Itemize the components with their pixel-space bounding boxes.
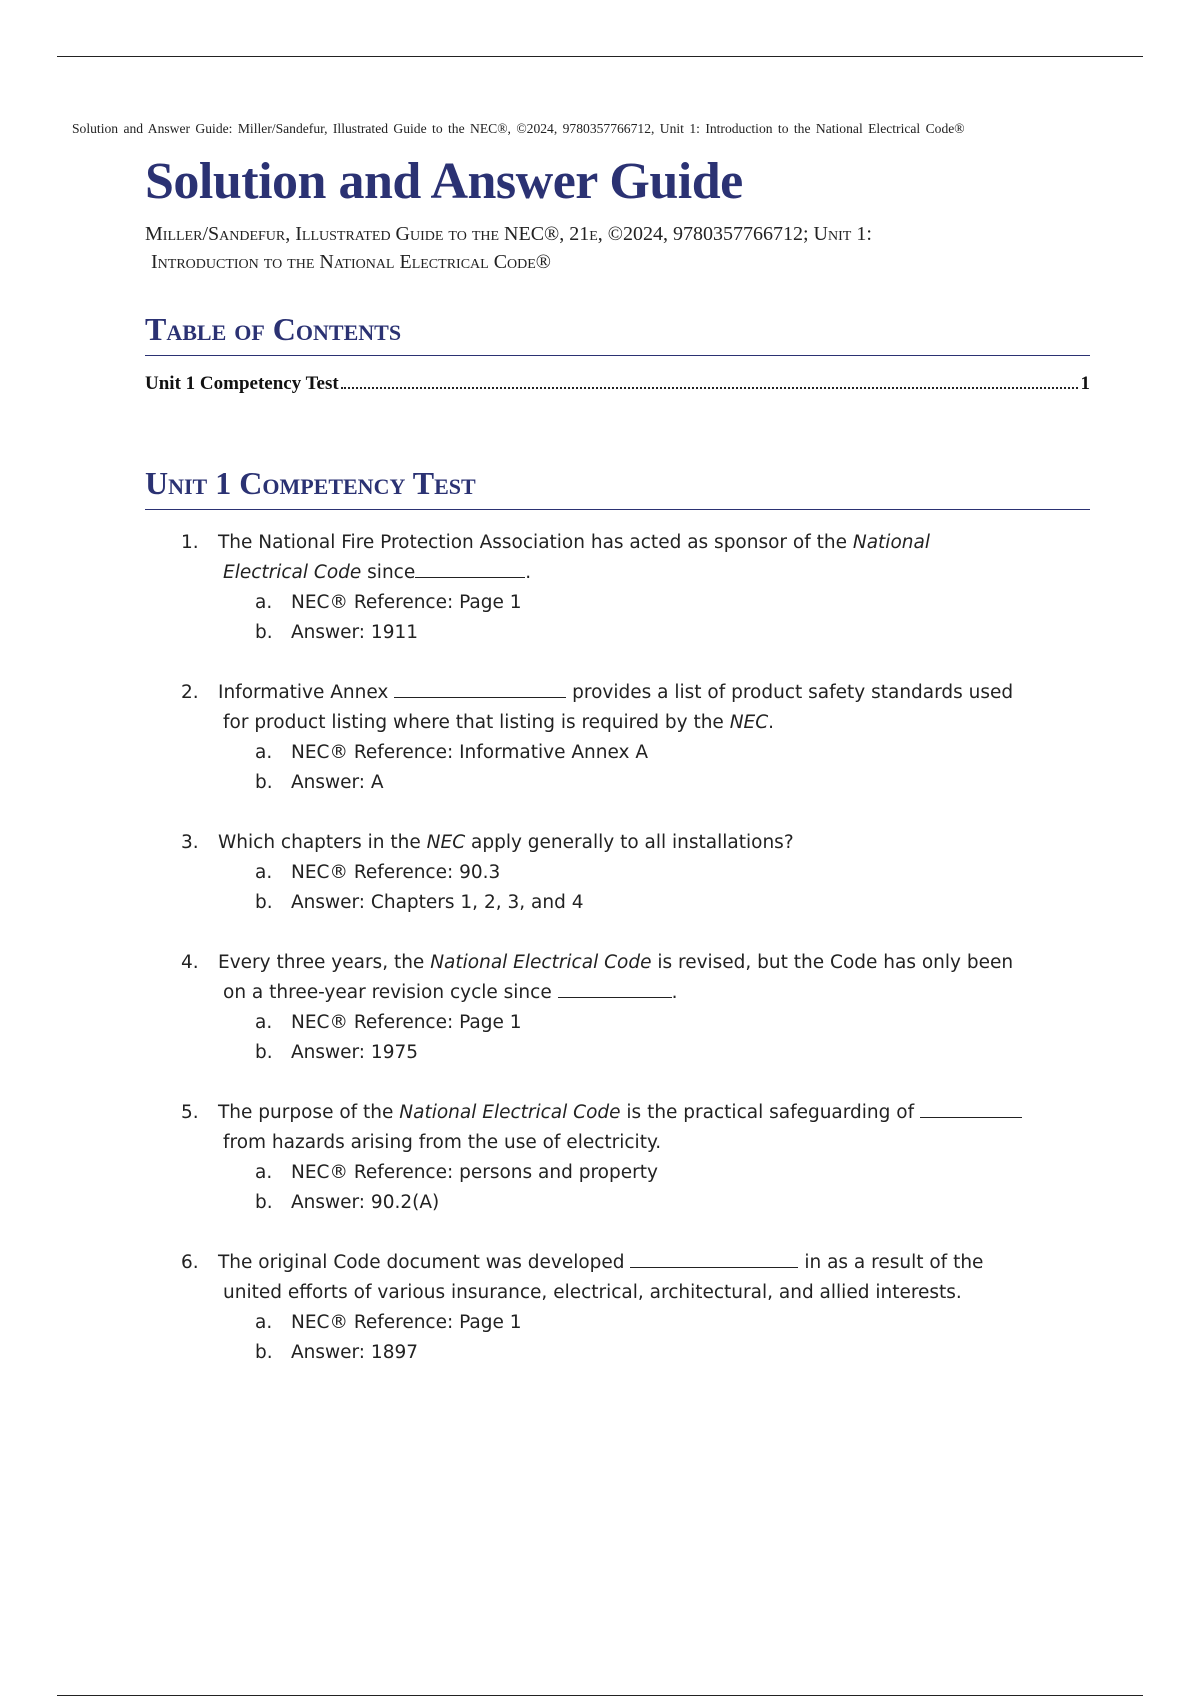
- question-details: [255, 1308, 1090, 1368]
- question-text-segment: .: [525, 562, 532, 583]
- answer-text: Answer: 1897: [291, 1342, 419, 1363]
- reference-line: [255, 1008, 1090, 1038]
- document-title: Solution and Answer Guide: [145, 153, 743, 210]
- answer-blank: [558, 979, 672, 999]
- answer-blank: [394, 679, 566, 699]
- sub-label: a.: [255, 862, 273, 883]
- question-text-segment: The National Fire Protection Association has acted as sponsor of the: [218, 532, 853, 553]
- sub-label: b.: [255, 892, 273, 913]
- toc-heading: Table of Contents: [145, 313, 1090, 356]
- question-text-emphasis: NEC: [729, 712, 769, 733]
- subtitle-line: Introduction to the National Electrical Code®: [151, 251, 552, 273]
- answer-text: Answer: 1975: [291, 1042, 419, 1063]
- question-details: [255, 858, 1090, 918]
- answer-line: [255, 1038, 1090, 1068]
- question-text-segment: is revised, but the Code has only been: [651, 952, 1014, 973]
- question-text-segment: in as a result of the: [798, 1252, 984, 1273]
- reference-text: NEC® Reference: Page 1: [291, 1012, 522, 1033]
- question-number: 3.: [181, 832, 199, 853]
- sub-label: b.: [255, 1342, 273, 1363]
- sub-label: a.: [255, 1162, 273, 1183]
- question-text: [218, 828, 1058, 858]
- question-text-segment: apply generally to all installations?: [465, 832, 794, 853]
- sub-label: b.: [255, 772, 273, 793]
- sub-label: b.: [255, 622, 273, 643]
- question-text: [218, 948, 1058, 1008]
- reference-line: [255, 1158, 1090, 1188]
- answer-line: [255, 618, 1090, 648]
- reference-text: NEC® Reference: 90.3: [291, 862, 501, 883]
- question-item: [145, 528, 1090, 648]
- document-subtitle: [145, 220, 1090, 276]
- question-number: 4.: [181, 952, 199, 973]
- answer-blank: [920, 1099, 1022, 1119]
- running-header: Solution and Answer Guide: Miller/Sandefur, Illustrated Guide to the NEC®, ©2024, 9780357766712, Unit 1: Introduction to the National Electrical Code®: [72, 121, 965, 136]
- toc-leader-dots: [341, 387, 1078, 389]
- answer-line: [255, 1338, 1090, 1368]
- answer-line: [255, 768, 1090, 798]
- question-text-emphasis: Electrical Code: [223, 562, 362, 583]
- answer-blank: [415, 559, 525, 579]
- reference-text: NEC® Reference: Page 1: [291, 1312, 522, 1333]
- question-text-segment: Every three years, the: [218, 952, 431, 973]
- top-rule: [57, 56, 1143, 57]
- question-text-emphasis: National: [852, 532, 930, 553]
- toc-entry-label[interactable]: Unit 1 Competency Test: [145, 373, 339, 394]
- question-item: [145, 948, 1090, 1068]
- question-text: [218, 528, 1058, 588]
- question-item: [145, 828, 1090, 918]
- question-number: 1.: [181, 532, 199, 553]
- reference-line: [255, 858, 1090, 888]
- question-number: 6.: [181, 1252, 199, 1273]
- reference-line: [255, 1308, 1090, 1338]
- question-number: 2.: [181, 682, 199, 703]
- question-item: [145, 1098, 1090, 1218]
- question-details: [255, 1008, 1090, 1068]
- sub-label: a.: [255, 742, 273, 763]
- answer-line: [255, 888, 1090, 918]
- answer-text: Answer: A: [291, 772, 384, 793]
- toc-entry[interactable]: [145, 373, 1090, 395]
- question-text-segment: is the practical safeguarding of: [620, 1102, 920, 1123]
- document-body: [145, 153, 1090, 1398]
- question-text-segment: provides a list of product safety standards used: [566, 682, 1014, 703]
- question-details: [255, 738, 1090, 798]
- question-text: [218, 1098, 1058, 1158]
- sub-label: b.: [255, 1042, 273, 1063]
- question-text-emphasis: National Electrical Code: [399, 1102, 621, 1123]
- question-text-segment: Informative Annex: [218, 682, 395, 703]
- unit-heading: Unit 1 Competency Test: [145, 467, 1090, 510]
- question-text-segment: on a three-year revision cycle since: [223, 982, 558, 1003]
- question-details: [255, 1158, 1090, 1218]
- reference-text: NEC® Reference: persons and property: [291, 1162, 658, 1183]
- question-text-segment: Which chapters in the: [218, 832, 427, 853]
- answer-text: Answer: 1911: [291, 622, 419, 643]
- answer-blank: [630, 1249, 798, 1269]
- sub-label: a.: [255, 1012, 273, 1033]
- reference-text: NEC® Reference: Informative Annex A: [291, 742, 649, 763]
- question-text-segment: The purpose of the: [218, 1102, 400, 1123]
- question-text-emphasis: National Electrical Code: [430, 952, 652, 973]
- question-text-segment: from hazards arising from the use of electricity.: [223, 1132, 662, 1153]
- question-details: [255, 588, 1090, 648]
- question-item: [145, 678, 1090, 798]
- question-number: 5.: [181, 1102, 199, 1123]
- question-text: [218, 678, 1058, 738]
- reference-line: [255, 738, 1090, 768]
- question-text-segment: for product listing where that listing is required by the: [223, 712, 730, 733]
- question-item: [145, 1248, 1090, 1368]
- reference-text: NEC® Reference: Page 1: [291, 592, 522, 613]
- question-text-segment: .: [671, 982, 678, 1003]
- question-list: [145, 528, 1090, 1368]
- question-text: [218, 1248, 1058, 1308]
- question-text-emphasis: NEC: [426, 832, 466, 853]
- bottom-rule: [57, 1695, 1143, 1696]
- answer-text: Answer: Chapters 1, 2, 3, and 4: [291, 892, 584, 913]
- reference-line: [255, 588, 1090, 618]
- toc-entry-page[interactable]: 1: [1080, 373, 1090, 394]
- answer-line: [255, 1188, 1090, 1218]
- question-text-segment: The original Code document was developed: [218, 1252, 631, 1273]
- subtitle-line: Miller/Sandefur, Illustrated Guide to the NEC®, 21e, ©2024, 9780357766712; Unit 1:: [145, 223, 872, 245]
- sub-label: a.: [255, 592, 273, 613]
- sub-label: a.: [255, 1312, 273, 1333]
- answer-text: Answer: 90.2(A): [291, 1192, 440, 1213]
- question-text-segment: .: [768, 712, 775, 733]
- question-text-segment: since: [361, 562, 416, 583]
- sub-label: b.: [255, 1192, 273, 1213]
- question-text-segment: united efforts of various insurance, electrical, architectural, and allied interests.: [223, 1282, 962, 1303]
